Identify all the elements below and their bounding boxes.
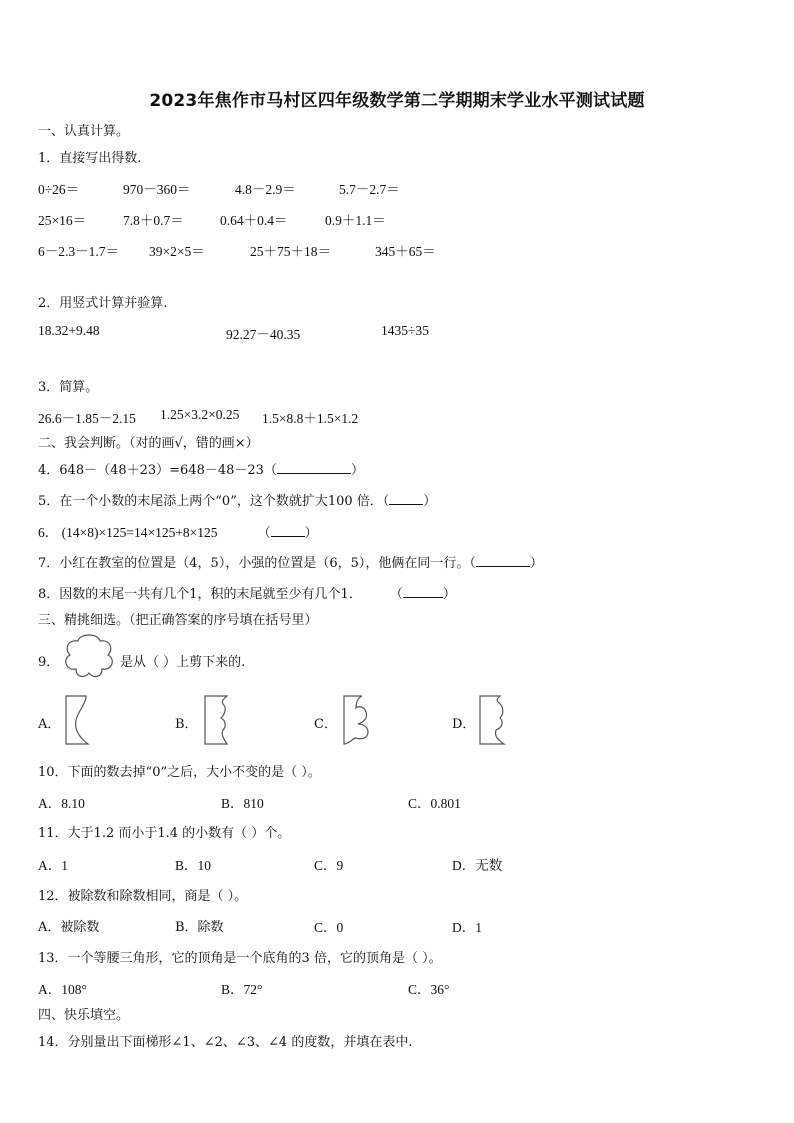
q5-line [38, 490, 436, 509]
section-4-heading: 四、快乐填空。 [38, 1008, 130, 1023]
q9-option-a[interactable]: A． [38, 717, 61, 732]
q10-option-c[interactable]: C．0.801 [408, 796, 461, 811]
section-2-heading: 二、我会判断。（对的画√，错的画×） [38, 436, 259, 451]
q1-r1-c2: 970－360＝ [123, 182, 191, 197]
q1-r2-c2: 7.8＋0.7＝ [123, 213, 184, 228]
q13-option-c[interactable]: C．36° [408, 982, 450, 997]
q13-option-b[interactable]: B．72° [221, 982, 263, 997]
q3-stem: 3．简算。 [38, 380, 99, 395]
q2-item-2: 92.27－40.35 [226, 327, 301, 342]
q11-option-c[interactable]: C．9 [314, 858, 344, 873]
q9-option-a-figure [64, 694, 90, 746]
q6-open-paren: （ [257, 526, 271, 541]
q13-option-a[interactable]: A．108° [38, 982, 87, 997]
q7-close-paren: ） [529, 556, 543, 571]
q2-item-1: 18.32+9.48 [38, 323, 100, 338]
q3-item-1: 26.6－1.85－2.15 [38, 411, 136, 426]
q6-close-paren: ） [304, 526, 318, 541]
q1-r3-c4: 345＋65＝ [375, 244, 436, 259]
section-1-heading: 一、认真计算。 [38, 124, 130, 139]
q8-answer-blank[interactable] [403, 583, 443, 598]
q7-text: 7．小红在教室的位置是（4，5），小强的位置是（6，5），他俩在同一行。（ [38, 556, 476, 571]
q1-r3-c2: 39×2×5＝ [149, 244, 205, 259]
q4-answer-blank[interactable] [277, 459, 351, 474]
q12-option-a[interactable]: A．被除数 [38, 920, 100, 935]
q3-item-3: 1.5×8.8＋1.5×1.2 [262, 411, 359, 426]
q6-line [38, 521, 318, 541]
q5-close-paren: ） [423, 494, 437, 509]
q10-option-a[interactable]: A．8.10 [38, 796, 85, 811]
q1-r2-c1: 25×16＝ [38, 213, 87, 228]
q7-line [38, 552, 543, 571]
q9-option-d[interactable]: D． [452, 717, 476, 732]
q9-option-c[interactable]: C． [314, 717, 337, 732]
q13-stem: 13．一个等腰三角形，它的顶角是一个底角的3 倍，它的顶角是（ ）。 [38, 951, 442, 966]
q1-r3-c1: 6－2.3－1.7＝ [38, 244, 119, 259]
q12-option-d[interactable]: D．1 [452, 920, 482, 935]
q12-option-c[interactable]: C．0 [314, 920, 344, 935]
q12-option-b[interactable]: B．除数 [175, 920, 224, 935]
q8-open-paren: （ [389, 587, 403, 602]
q4-close-paren: ） [350, 463, 364, 478]
flower-shape-figure [62, 633, 116, 679]
q1-r1-c1: 0÷26＝ [38, 182, 80, 197]
q4-text: 4．648－（48＋23）=648－48－23（ [38, 463, 277, 478]
q9-option-d-figure [478, 694, 508, 746]
q1-stem: 1．直接写出得数. [38, 151, 142, 166]
q7-answer-blank[interactable] [476, 552, 530, 567]
q9-option-c-figure [342, 694, 372, 746]
page-title: 2023年焦作市马村区四年级数学第二学期期末学业水平测试试题 [149, 91, 645, 111]
q8-line [38, 583, 456, 602]
q11-stem: 11．大于1.2 而小于1.4 的小数有（ ）个。 [38, 826, 291, 841]
q6-text: 6． (14×8)×125=14×125+8×125 [38, 525, 218, 540]
q5-text: 5．在一个小数的末尾添上两个“0”，这个数就扩大100 倍．（ [38, 494, 390, 509]
section-3-heading: 三、精挑细选。（把正确答案的序号填在括号里） [38, 613, 318, 628]
q9-text: 是从（ ）上剪下来的. [120, 655, 246, 670]
q11-option-b[interactable]: B．10 [175, 858, 212, 873]
q11-option-a[interactable]: A．1 [38, 858, 68, 873]
q1-r1-c3: 4.8－2.9＝ [235, 182, 296, 197]
q11-option-d[interactable]: D．无数 [452, 858, 503, 873]
q2-item-3: 1435÷35 [381, 323, 429, 338]
q8-close-paren: ） [442, 587, 456, 602]
q9-option-b[interactable]: B． [175, 717, 198, 732]
q10-option-b[interactable]: B．810 [221, 796, 264, 811]
q8-text: 8．因数的末尾一共有几个1，积的末尾就至少有几个1． [38, 587, 362, 602]
q3-item-2: 1.25×3.2×0.25 [160, 407, 240, 422]
q5-answer-blank[interactable] [389, 490, 423, 505]
q4-line [38, 459, 364, 478]
q6-answer-blank[interactable] [271, 522, 305, 537]
q2-stem: 2．用竖式计算并验算. [38, 296, 168, 311]
q10-stem: 10．下面的数去掉“0”之后，大小不变的是（ ）。 [38, 765, 321, 780]
q1-r2-c3: 0.64＋0.4＝ [220, 213, 288, 228]
q1-r2-c4: 0.9＋1.1＝ [325, 213, 386, 228]
q14-stem: 14．分别量出下面梯形∠1、∠2、∠3、∠4 的度数，并填在表中. [38, 1035, 413, 1050]
q1-r3-c3: 25＋75＋18＝ [250, 244, 331, 259]
q1-r1-c4: 5.7－2.7＝ [339, 182, 400, 197]
q9-option-b-figure [203, 694, 231, 746]
q12-stem: 12．被除数和除数相同，商是（ ）。 [38, 889, 248, 904]
q9-number: 9． [38, 655, 60, 670]
